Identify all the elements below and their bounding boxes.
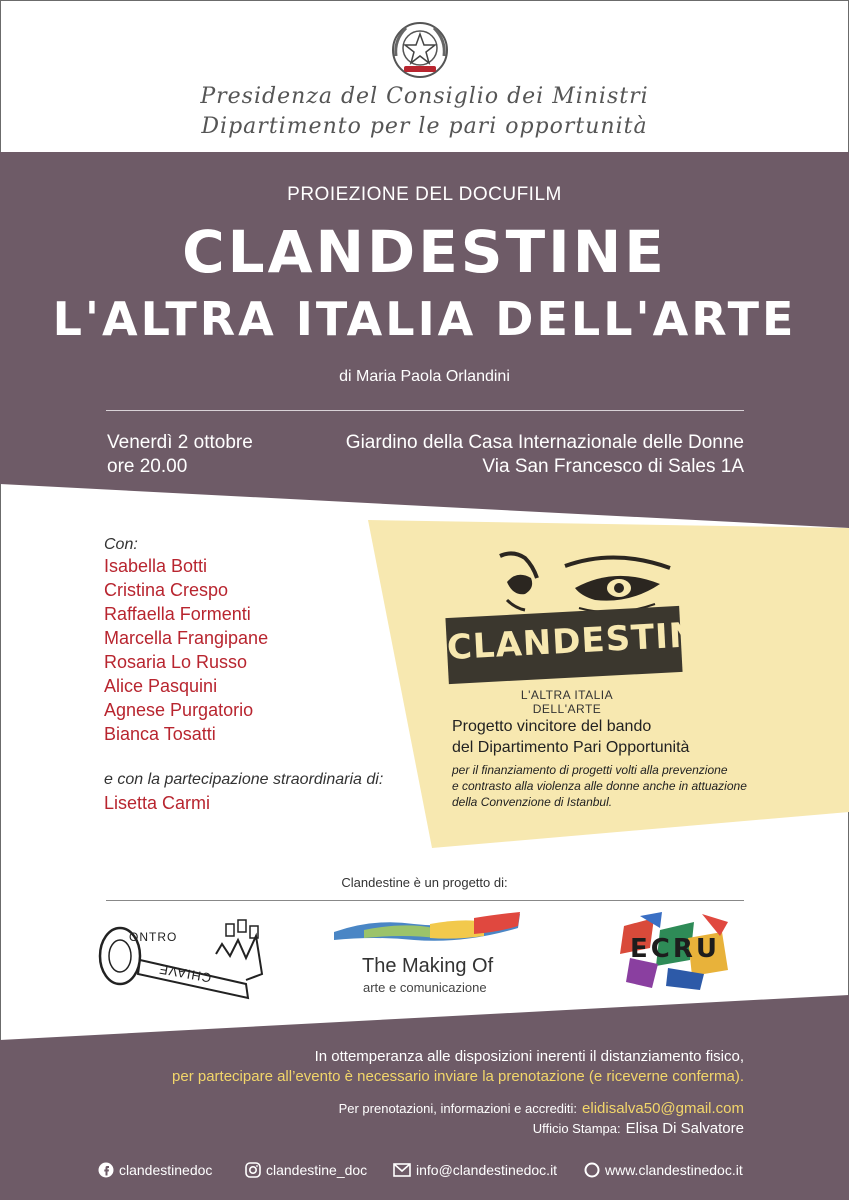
facebook-link[interactable] xyxy=(98,1162,212,1178)
project-desc-line3: della Convenzione di Istanbul. xyxy=(452,795,613,809)
key-icon xyxy=(96,914,276,1014)
cast-member: Isabella Botti xyxy=(104,556,208,576)
key-text-bottom: CHIAVE xyxy=(157,961,213,986)
logo-text: CLANDESTINE xyxy=(445,613,724,669)
globe-icon xyxy=(584,1162,600,1178)
italian-republic-emblem-icon xyxy=(390,20,450,80)
cast-member: Cristina Crespo xyxy=(104,580,229,600)
film-subtitle: L'ALTRA ITALIA DELL'ARTE xyxy=(52,292,797,346)
email-link[interactable] xyxy=(393,1162,557,1178)
website-link[interactable] xyxy=(584,1162,743,1178)
department-name: Dipartimento per le pari opportunità xyxy=(201,114,648,139)
project-desc-line2: e contrasto alla violenza alle donne anche in attuazione xyxy=(452,779,747,793)
cast-label: Con: xyxy=(104,536,138,553)
cast-member: Raffaella Formenti xyxy=(104,604,251,624)
project-title-line2: del Dipartimento Pari Opportunità xyxy=(452,739,690,756)
special-guest-label: e con la partecipazione straordinaria di: xyxy=(104,771,384,788)
event-venue: Giardino della Casa Internazionale delle Donne xyxy=(345,432,744,453)
special-guest-name: Lisetta Carmi xyxy=(104,793,211,813)
press-label: Ufficio Stampa: xyxy=(532,1121,621,1136)
instagram-link[interactable] xyxy=(245,1162,367,1178)
press-contact-name: Elisa Di Salvatore xyxy=(625,1120,744,1137)
brush-stroke-icon xyxy=(334,910,520,950)
ministry-name: Presidenza del Consiglio dei Ministri xyxy=(200,84,649,109)
booking-row xyxy=(200,1100,744,1117)
cast-member: Bianca Tosatti xyxy=(104,724,216,744)
docufilm-eyebrow: PROIEZIONE DEL DOCUFILM xyxy=(287,184,562,205)
cast-member: Rosaria Lo Russo xyxy=(104,652,248,672)
cast-list xyxy=(104,554,268,746)
film-title: CLANDESTINE xyxy=(182,218,667,286)
booking-label: Per prenotazioni, informazioni e accrediti: xyxy=(338,1101,578,1116)
event-address: Via San Francesco di Sales 1A xyxy=(482,456,744,477)
divider xyxy=(106,410,744,411)
cast-member: Marcella Frangipane xyxy=(104,628,269,648)
clandestine-logo xyxy=(445,606,724,684)
facebook-icon xyxy=(98,1162,114,1178)
event-date: Venerdì 2 ottobre xyxy=(107,432,253,453)
facebook-handle: clandestinedoc xyxy=(119,1162,213,1178)
email-address: info@clandestinedoc.it xyxy=(416,1162,558,1178)
ecru-text: ECRU xyxy=(630,934,720,964)
partners-divider xyxy=(106,900,744,901)
event-time: ore 20.00 xyxy=(107,456,188,477)
making-of-subtitle: arte e comunicazione xyxy=(363,980,487,995)
booking-email-link[interactable]: elidisalva50@gmail.com xyxy=(582,1100,744,1117)
project-title-line1: Progetto vincitore del bando xyxy=(452,718,652,735)
notice-line2: per partecipare all’evento è necessario inviare la prenotazione (e riceverne conferma). xyxy=(172,1068,744,1085)
mail-icon xyxy=(393,1163,411,1177)
partners-label: Clandestine è un progetto di: xyxy=(341,875,508,890)
cast-member: Alice Pasquini xyxy=(104,676,218,696)
notice-line1: In ottemperanza alle disposizioni inerenti il distanziamento fisico, xyxy=(314,1048,744,1065)
project-desc-line1: per il finanziamento di progetti volti alla prevenzione xyxy=(452,763,728,777)
website-url: www.clandestinedoc.it xyxy=(605,1162,743,1178)
key-text-top: ONTRO xyxy=(129,930,178,944)
director-credit: di Maria Paola Orlandini xyxy=(339,368,510,385)
press-row xyxy=(200,1120,744,1137)
making-of-title: The Making Of xyxy=(362,955,494,977)
cast-member: Agnese Purgatorio xyxy=(104,700,254,720)
instagram-icon xyxy=(245,1162,261,1178)
instagram-handle: clandestine_doc xyxy=(266,1162,368,1178)
logo-subtitle: L'ALTRA ITALIA DELL'ARTE xyxy=(520,688,614,716)
